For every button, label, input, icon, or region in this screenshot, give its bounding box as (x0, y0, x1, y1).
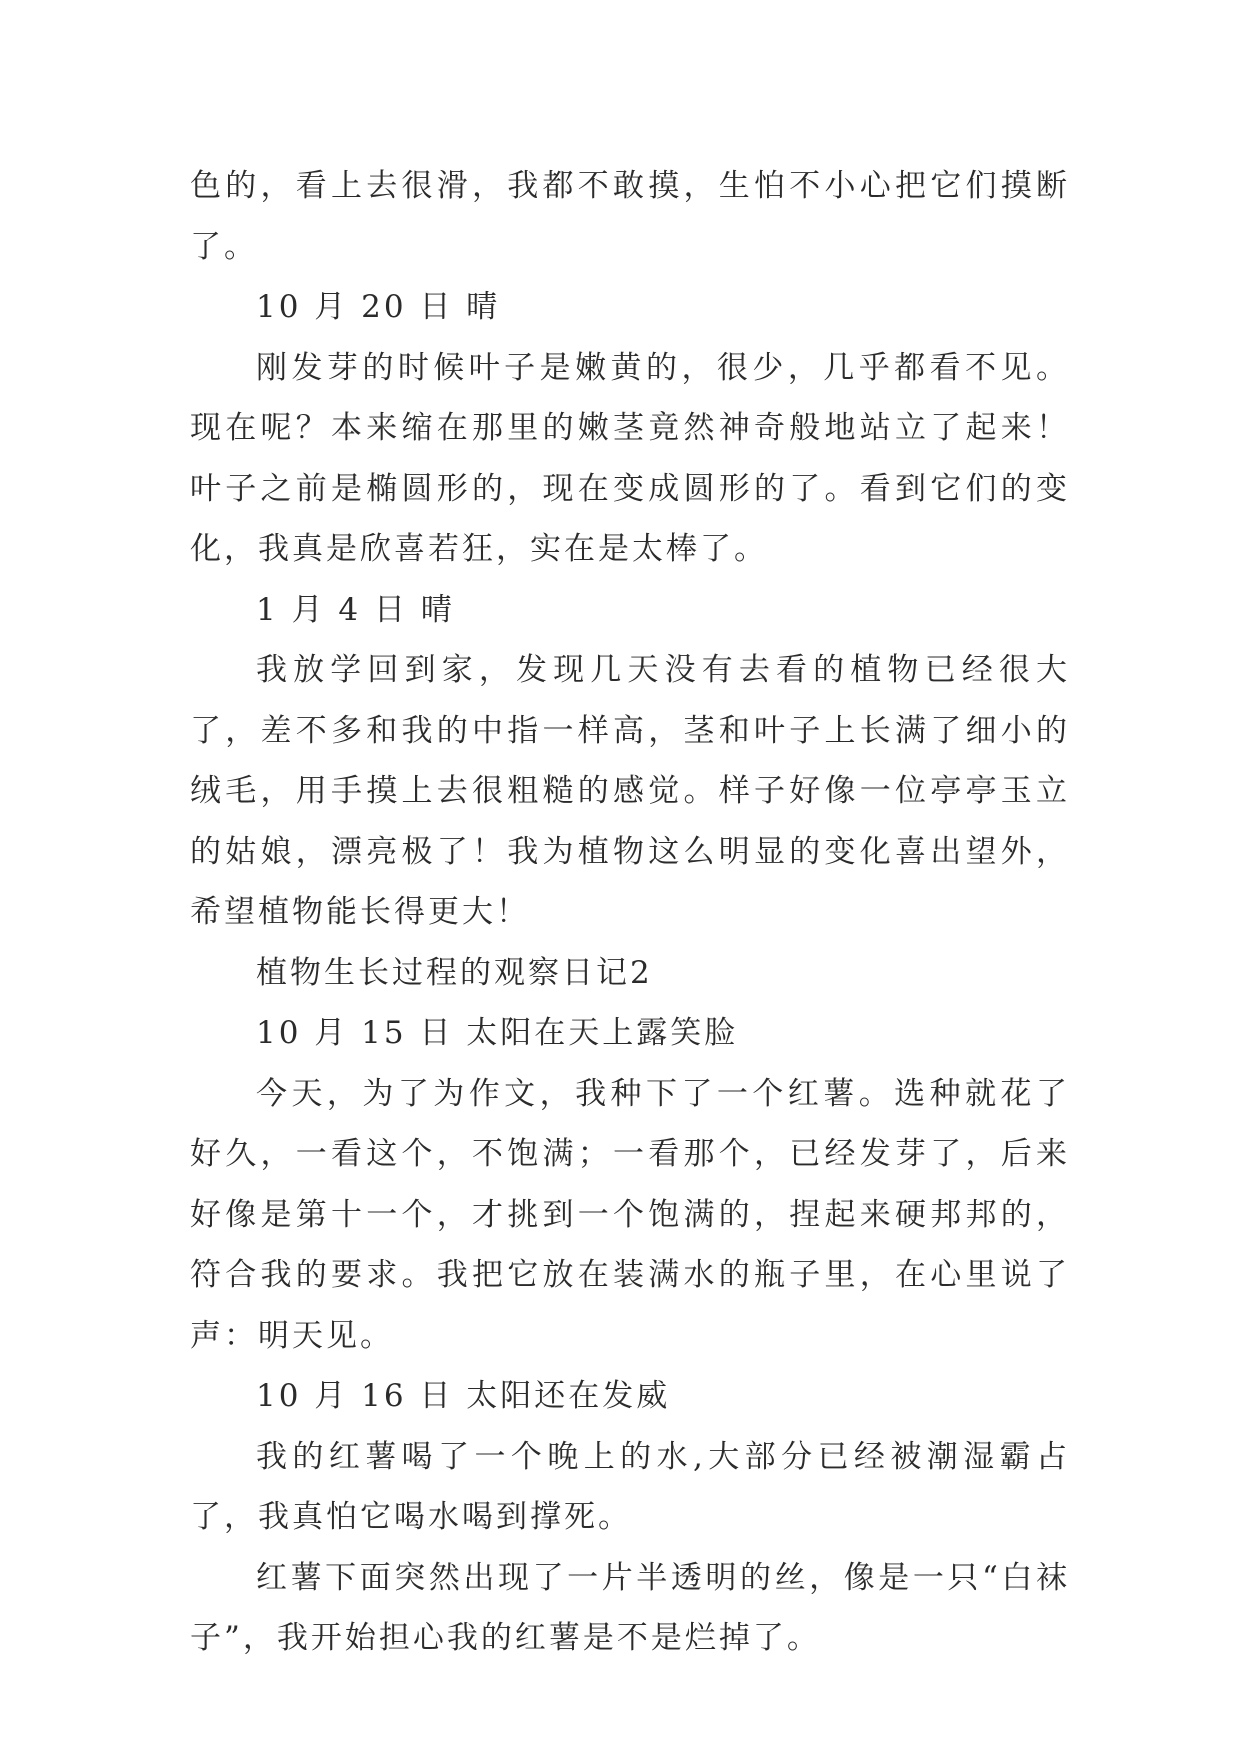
diary-date-oct-16: 10 月 16 日 太阳还在发威 (256, 1378, 671, 1414)
paragraph-oct-16-entry-2: 红薯下面突然出现了一片半透明的丝，像是一只“白袜子”，我开始担心我的红薯是不是烂掉了。 (190, 1559, 1070, 1656)
section-heading-diary-2: 植物生长过程的观察日记2 (256, 954, 653, 991)
document-body (190, 156, 1070, 1669)
paragraph-continuation: 色的，看上去很滑，我都不敢摸，生怕不小心把它们摸断了。 (190, 168, 1070, 265)
paragraph-jan-4-entry: 我放学回到家，发现几天没有去看的植物已经很大了，差不多和我的中指一样高，茎和叶子上长满了细小的绒毛，用手摸上去很粗糙的感觉。样子好像一位亭亭玉立的姑娘，漂亮极了！我为植物这么明显的变化喜出望外，希望植物能长得更大！ (190, 652, 1070, 930)
paragraph-oct-15-entry: 今天，为了为作文，我种下了一个红薯。选种就花了好久，一看这个，不饱满；一看那个，已经发芽了，后来好像是第十一个，才挑到一个饱满的，捏起来硬邦邦的，符合我的要求。我把它放在装满水的瓶子里，在心里说了声：明天见。 (190, 1075, 1070, 1354)
diary-date-oct-15: 10 月 15 日 太阳在天上露笑脸 (256, 1015, 739, 1051)
paragraph-oct-16-entry-1: 我的红薯喝了一个晚上的水,大部分已经被潮湿霸占了，我真怕它喝水喝到撑死。 (190, 1438, 1070, 1535)
diary-date-jan-4: 1 月 4 日 晴 (256, 591, 455, 628)
diary-date-oct-20: 10 月 20 日 晴 (256, 289, 501, 325)
paragraph-oct-20-entry: 刚发芽的时候叶子是嫩黄的，很少，几乎都看不见。现在呢？本来缩在那里的嫩茎竟然神奇般地站立了起来！叶子之前是椭圆形的，现在变成圆形的了。看到它们的变化，我真是欣喜若狂，实在是太棒了。 (190, 349, 1070, 567)
